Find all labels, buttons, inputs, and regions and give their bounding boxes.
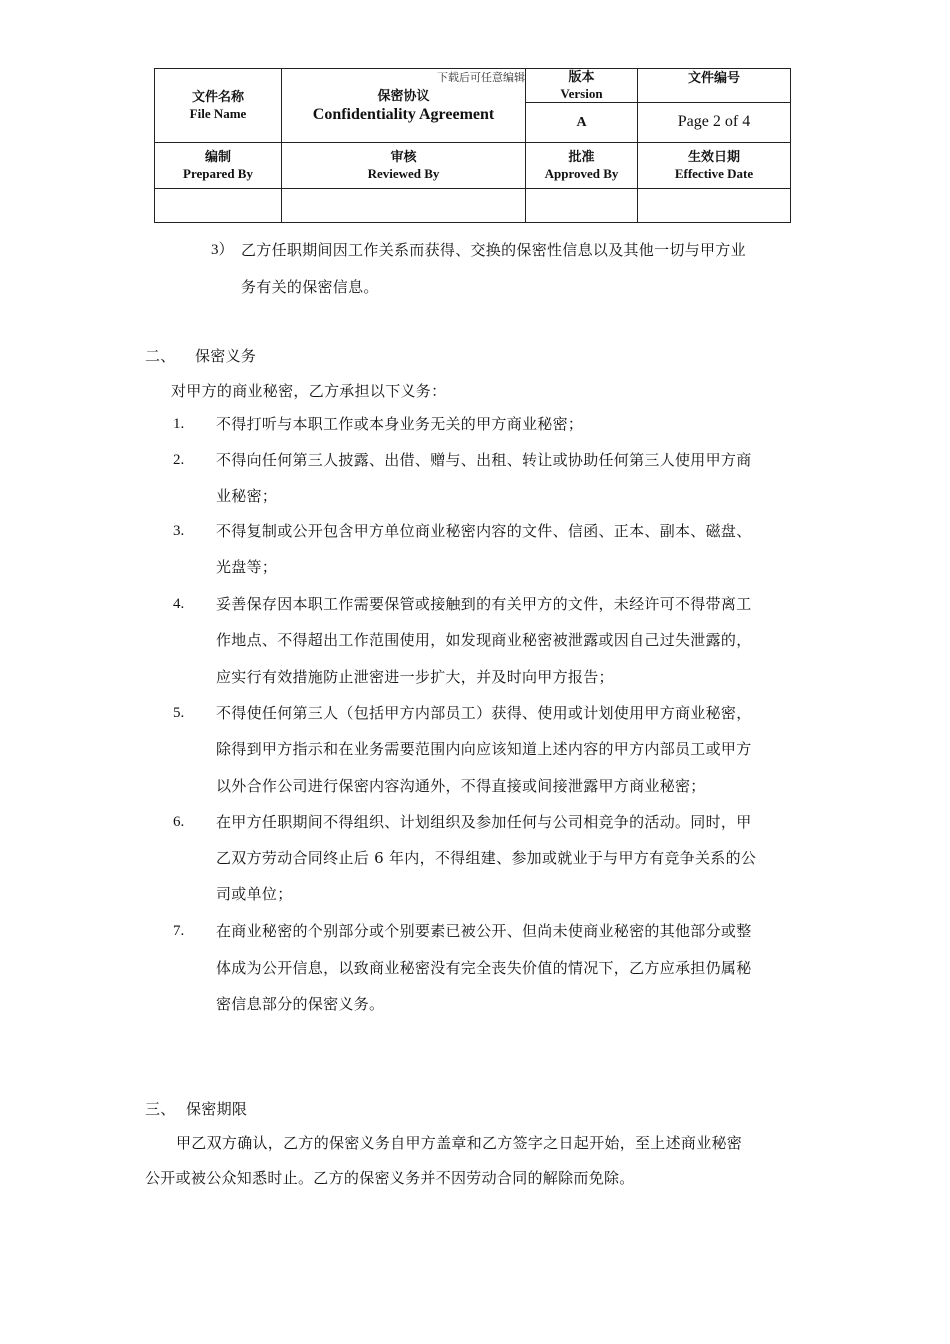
approved-label-en: Approved By (544, 165, 619, 181)
version-header-cell (526, 69, 638, 103)
page-info-cell (638, 103, 791, 143)
effective-label-zh: 生效日期 (687, 149, 740, 165)
effective-date-value (638, 189, 791, 223)
approved-by-cell (526, 143, 638, 189)
prepared-label-zh: 编制 (204, 149, 231, 165)
file-name-label-zh: 文件名称 (191, 89, 244, 105)
item3-number: 3） (211, 242, 234, 258)
doc-no-header-cell (638, 69, 791, 103)
version-value: A (576, 114, 587, 130)
obligation-text-line: 乙双方劳动合同终止后 6 年内，不得组建、参加或就业于与甲方有竞争关系的公 (216, 849, 757, 867)
version-value-cell (526, 103, 638, 143)
prepared-label-en: Prepared By (183, 165, 253, 181)
obligation-number: 7. (173, 923, 185, 939)
reviewed-label-zh: 审核 (390, 149, 417, 165)
section3-heading: 保密期限 (186, 1100, 248, 1118)
obligation-text-line: 不得打听与本职工作或本身业务无关的甲方商业秘密； (216, 415, 584, 433)
obligation-text-line: 光盘等； (216, 558, 278, 576)
file-name-label-en: File Name (189, 105, 247, 121)
obligation-text-line: 不得使任何第三人（包括甲方内部员工）获得、使用或计划使用甲方商业秘密， (216, 704, 752, 722)
obligation-text-line: 体成为公开信息，以致商业秘密没有完全丧失价值的情况下，乙方应承担仍属秘 (216, 959, 752, 977)
obligation-text-line: 在甲方任职期间不得组织、计划组织及参加任何与公司相竞争的活动。同时，甲 (216, 813, 752, 831)
obligation-number: 6. (173, 814, 185, 830)
obligation-number: 4. (173, 596, 185, 612)
obligation-text-line: 不得向任何第三人披露、出借、赠与、出租、转让或协助任何第三人使用甲方商 (216, 451, 752, 469)
reviewed-label-en: Reviewed By (367, 165, 440, 181)
section3-text-line: 公开或被公众知悉时止。乙方的保密义务并不因劳动合同的解除而免除。 (145, 1169, 635, 1187)
obligation-text-line: 作地点、不得超出工作范围使用，如发现商业秘密被泄露或因自己过失泄露的， (216, 631, 752, 649)
edit-watermark: 下载后可任意编辑 (437, 71, 525, 84)
title-cell (282, 69, 526, 143)
approved-by-value (526, 189, 638, 223)
prepared-by-value (155, 189, 282, 223)
section2-heading: 保密义务 (195, 347, 257, 365)
effective-date-cell (638, 143, 791, 189)
obligation-text-line: 不得复制或公开包含甲方单位商业秘密内容的文件、信函、正本、副本、磁盘、 (216, 522, 752, 540)
obligation-text-line: 业秘密； (216, 487, 278, 505)
obligation-number: 1. (173, 416, 185, 432)
obligation-text-line: 妥善保存因本职工作需要保管或接触到的有关甲方的文件，未经许可不得带离工 (216, 595, 752, 613)
item3-text-line: 务有关的保密信息。 (241, 278, 379, 296)
file-name-cell (155, 69, 282, 143)
approved-label-zh: 批准 (568, 149, 595, 165)
obligation-text-line: 除得到甲方指示和在业务需要范围内向应该知道上述内容的甲方内部员工或甲方 (216, 740, 752, 758)
section3-number: 三、 (145, 1100, 176, 1118)
document-title-zh: 保密协议 (377, 88, 430, 104)
page-info: Page 2 of 4 (677, 113, 751, 130)
obligation-text-line: 应实行有效措施防止泄密进一步扩大，并及时向甲方报告； (216, 668, 614, 686)
section3-text-line: 甲乙双方确认，乙方的保密义务自甲方盖章和乙方签字之日起开始，至上述商业秘密 (176, 1134, 743, 1152)
document-title-en: Confidentiality Agreement (312, 105, 495, 123)
prepared-by-cell (155, 143, 282, 189)
reviewed-by-value (282, 189, 526, 223)
obligation-number: 2. (173, 452, 185, 468)
section2-intro: 对甲方的商业秘密，乙方承担以下义务： (171, 382, 447, 400)
version-label-zh: 版本 (568, 69, 595, 85)
obligation-text-line: 密信息部分的保密义务。 (216, 995, 385, 1013)
effective-label-en: Effective Date (674, 165, 754, 181)
item3-text-line: 乙方任职期间因工作关系而获得、交换的保密性信息以及其他一切与甲方业 (241, 241, 746, 259)
obligation-number: 5. (173, 705, 185, 721)
obligation-text-line: 以外合作公司进行保密内容沟通外，不得直接或间接泄露甲方商业秘密； (216, 777, 706, 795)
obligation-text-line: 司或单位； (216, 885, 293, 903)
version-label-en: Version (560, 85, 603, 101)
document-header-table (154, 68, 791, 223)
doc-no-label: 文件编号 (687, 71, 740, 86)
obligation-number: 3. (173, 523, 185, 539)
obligation-text-line: 在商业秘密的个别部分或个别要素已被公开、但尚未使商业秘密的其他部分或整 (216, 922, 752, 940)
reviewed-by-cell (282, 143, 526, 189)
section2-number: 二、 (145, 347, 176, 365)
